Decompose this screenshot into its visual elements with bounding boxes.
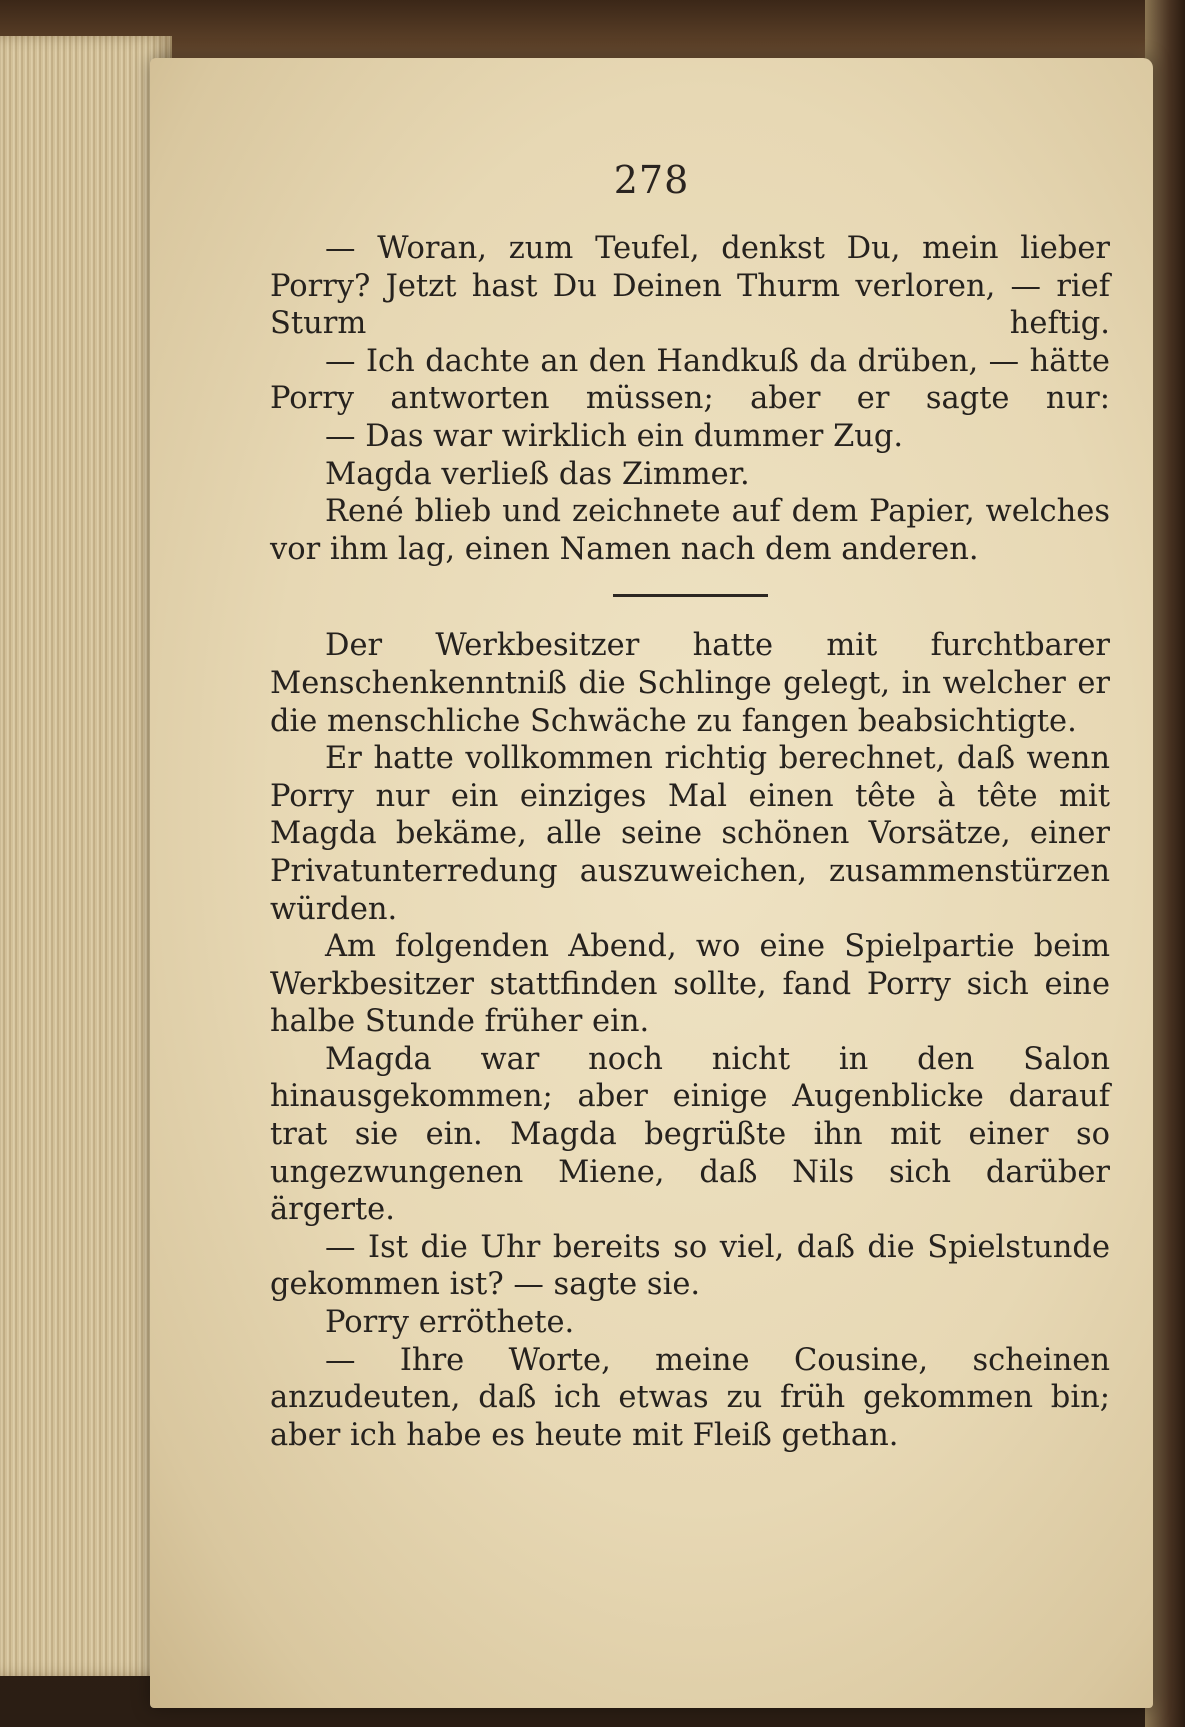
paragraph: — Woran, zum Teufel, denkst Du, mein lieber Porry? Jetzt hast Du Deinen Thurm verloren, — rief Sturm heftig. xyxy=(270,231,1110,342)
paragraph: Er hatte vollkommen richtig berechnet, daß wenn Porry nur ein einziges Mal einen tête à tête mit Magda bekäme, alle seine schönen Vorsätze, einer Privatunterredung auszuweichen, zusammenstürzen würden. xyxy=(270,741,1110,927)
paragraph: Magda verließ das Zimmer. xyxy=(325,456,750,492)
paragraph: — Ihre Worte, meine Cousine, scheinen anzudeuten, daß ich etwas zu früh gekommen bin; aber ich habe es heute mit Fleiß gethan. xyxy=(270,1342,1110,1453)
page-edges xyxy=(0,36,172,1676)
book-page xyxy=(150,58,1153,1708)
paragraph: René blieb und zeichnete auf dem Papier, welches vor ihm lag, einen Namen nach dem anderen. xyxy=(270,494,1110,567)
paragraph: Porry erröthete. xyxy=(325,1305,575,1341)
book-cover-top xyxy=(0,0,1185,60)
paragraph: Der Werkbesitzer hatte mit furchtbarer Menschenkenntniß die Schlinge gelegt, in welcher er die menschliche Schwäche zu fangen beabsichtigte. xyxy=(270,628,1110,739)
paragraph: Am folgenden Abend, wo eine Spielpartie beim Werkbesitzer stattfinden sollte, fand Porry sich eine halbe Stunde früher ein. xyxy=(270,929,1110,1040)
page-number: 278 xyxy=(613,158,690,202)
paragraph: — Ich dachte an den Handkuß da drüben, — hätte Porry antworten müssen; aber er sagte nur: xyxy=(270,343,1110,417)
page-text xyxy=(270,230,1110,1454)
paragraph: Magda war noch nicht in den Salon hinausgekommen; aber einige Augenblicke darauf trat sie ein. Magda begrüßte ihn mit einer so ungezwungenen Miene, daß Nils sich darüber ärgerte. xyxy=(270,1041,1110,1228)
paragraph: — Ist die Uhr bereits so viel, daß die Spielstunde gekommen ist? — sagte sie. xyxy=(270,1229,1110,1303)
paragraph: — Das war wirklich ein dummer Zug. xyxy=(325,418,904,454)
section-divider xyxy=(613,594,768,597)
